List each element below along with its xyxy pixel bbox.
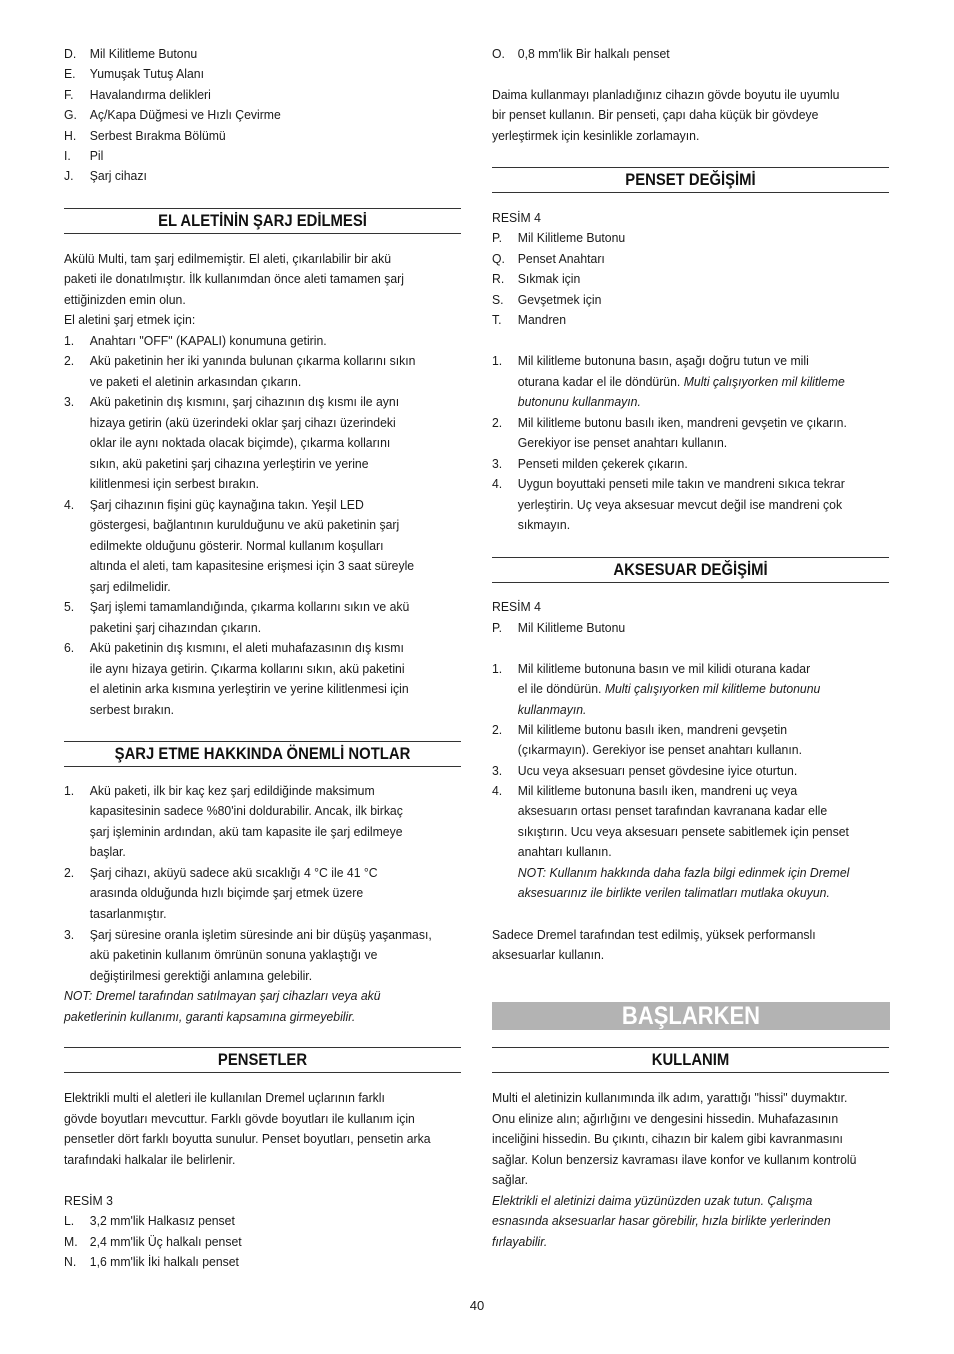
figure-reference: RESİM 4 (492, 210, 541, 225)
chapter-banner: BAŞLARKEN (492, 1002, 890, 1030)
page-number: 40 (469, 1298, 485, 1313)
section-heading-collets: PENSETLER (64, 1047, 461, 1073)
section-heading-notes: ŞARJ ETME HAKKINDA ÖNEMLİ NOTLAR (64, 741, 461, 767)
figure-reference: RESİM 4 (492, 599, 541, 614)
figure-reference: RESİM 3 (64, 1193, 113, 1208)
section-heading-collet-change: PENSET DEĞİŞİMİ (492, 167, 889, 193)
section-heading-accessory-change: AKSESUAR DEĞİŞİMİ (492, 557, 889, 583)
section-heading-usage: KULLANIM (492, 1047, 889, 1073)
section-heading-charging: EL ALETİNİN ŞARJ EDİLMESİ (64, 208, 461, 234)
